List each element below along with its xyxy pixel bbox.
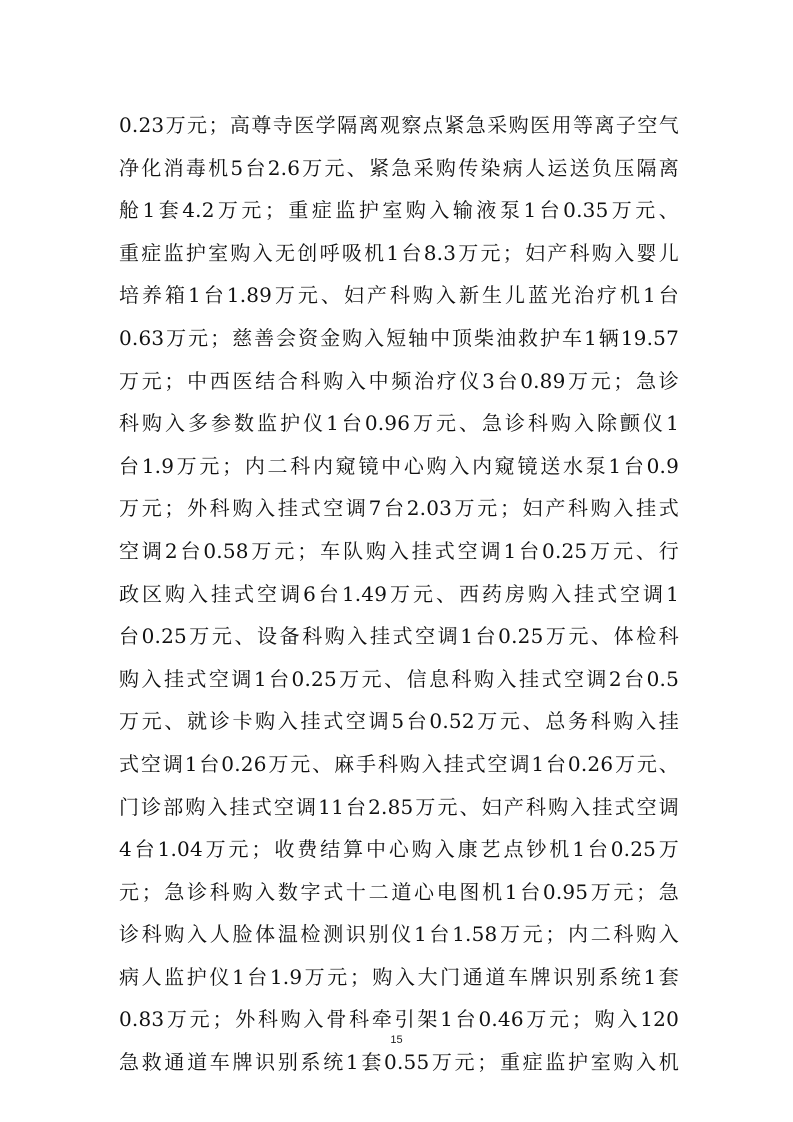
body-paragraph bbox=[119, 104, 679, 1084]
text-line-17: 门诊部购入挂式空调11台2.85万元、妇产科购入挂式空调 bbox=[119, 794, 679, 819]
text-line-13: 台0.25万元、设备科购入挂式空调1台0.25万元、体检科 bbox=[119, 624, 679, 649]
text-line-20: 诊科购入人脸体温检测识别仪1台1.58万元；内二科购入 bbox=[119, 922, 679, 947]
text-line-9: 台1.9万元；内二科内窥镜中心购入内窥镜送水泵1台0.9 bbox=[119, 453, 679, 478]
text-line-14: 购入挂式空调1台0.25万元、信息科购入挂式空调2台0.5 bbox=[119, 666, 679, 691]
text-line-2: 净化消毒机5台2.6万元、紧急采购传染病人运送负压隔离 bbox=[119, 155, 679, 180]
text-line-5: 培养箱1台1.89万元、妇产科购入新生儿蓝光治疗机1台 bbox=[119, 283, 679, 308]
text-line-11: 空调2台0.58万元；车队购入挂式空调1台0.25万元、行 bbox=[119, 538, 679, 563]
text-line-18: 4台1.04万元；收费结算中心购入康艺点钞机1台0.25万 bbox=[119, 837, 679, 862]
text-line-15: 万元、就诊卡购入挂式空调5台0.52万元、总务科购入挂 bbox=[119, 709, 679, 734]
text-line-8: 科购入多参数监护仪1台0.96万元、急诊科购入除颤仪1 bbox=[119, 411, 679, 436]
text-line-1: 0.23万元；高尊寺医学隔离观察点紧急采购医用等离子空气 bbox=[119, 113, 679, 137]
text-line-23: 急救通道车牌识别系统1套0.55万元；重症监护室购入机 bbox=[119, 1050, 679, 1075]
text-line-4: 重症监护室购入无创呼吸机1台8.3万元；妇产科购入婴儿 bbox=[119, 240, 679, 265]
text-line-19: 元；急诊科购入数字式十二道心电图机1台0.95万元；急 bbox=[119, 879, 679, 904]
text-line-3: 舱1套4.2万元；重症监护室购入输液泵1台0.35万元、 bbox=[119, 198, 679, 223]
text-line-16: 式空调1台0.26万元、麻手科购入挂式空调1台0.26万元、 bbox=[119, 751, 679, 776]
text-line-10: 万元；外科购入挂式空调7台2.03万元；妇产科购入挂式 bbox=[119, 496, 679, 521]
page-number: 15 bbox=[390, 1034, 403, 1046]
text-line-6: 0.63万元；慈善会资金购入短轴中顶柴油救护车1辆19.57 bbox=[119, 325, 679, 350]
text-line-7: 万元；中西医结合科购入中频治疗仪3台0.89万元；急诊 bbox=[119, 368, 679, 393]
text-line-22: 0.83万元；外科购入骨科牵引架1台0.46万元；购入120 bbox=[119, 1007, 679, 1032]
text-line-21: 病人监护仪1台1.9万元；购入大门通道车牌识别系统1套 bbox=[119, 964, 679, 989]
text-line-12: 政区购入挂式空调6台1.49万元、西药房购入挂式空调1 bbox=[119, 581, 679, 606]
